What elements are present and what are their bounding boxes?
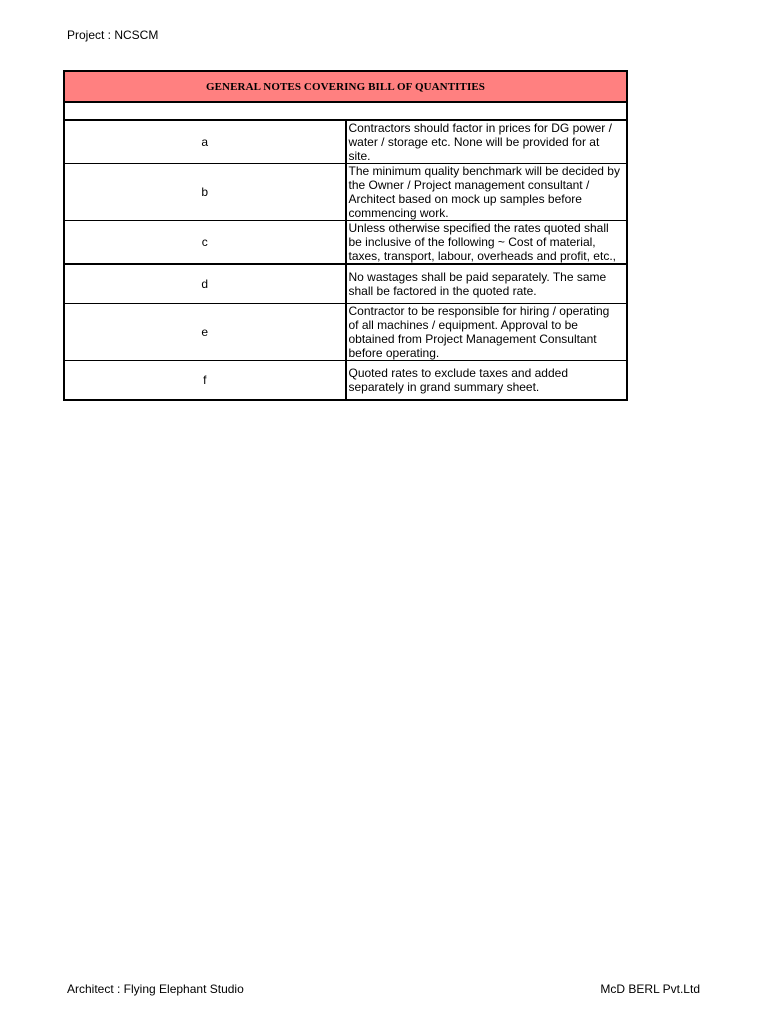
footer-company: McD BERL Pvt.Ltd bbox=[600, 982, 700, 996]
note-text: No wastages shall be paid separately. The same shall be factored in the quoted rate. bbox=[346, 264, 628, 304]
note-key: e bbox=[64, 304, 346, 361]
note-row bbox=[64, 164, 627, 221]
note-text: Contractors should factor in prices for DG power / water / storage etc. None will be provided for at site. bbox=[346, 120, 628, 164]
note-key: c bbox=[64, 221, 346, 265]
note-row bbox=[64, 304, 627, 361]
project-label: Project : NCSCM bbox=[67, 28, 159, 42]
note-text: Quoted rates to exclude taxes and added separately in grand summary sheet. bbox=[346, 361, 628, 401]
table-title: GENERAL NOTES COVERING BILL OF QUANTITIES bbox=[64, 71, 627, 102]
note-row bbox=[64, 120, 627, 164]
note-row bbox=[64, 221, 627, 265]
table-title-row bbox=[64, 71, 627, 102]
note-key: b bbox=[64, 164, 346, 221]
spacer-row bbox=[64, 102, 627, 120]
note-row bbox=[64, 264, 627, 304]
note-key: a bbox=[64, 120, 346, 164]
note-key: f bbox=[64, 361, 346, 401]
note-text: Contractor to be responsible for hiring / operating of all machines / equipment. Approval to be obtained from Project Management Consultant before operating. bbox=[346, 304, 628, 361]
note-key: d bbox=[64, 264, 346, 304]
general-notes-table bbox=[63, 70, 628, 401]
footer-architect: Architect : Flying Elephant Studio bbox=[67, 982, 244, 996]
note-row bbox=[64, 361, 627, 401]
note-text: Unless otherwise specified the rates quoted shall be inclusive of the following ~ Cost of material, taxes, transport, labour, overheads and profit, etc., bbox=[346, 221, 628, 265]
note-text: The minimum quality benchmark will be decided by the Owner / Project management consultant / Architect based on mock up samples before commencing work. bbox=[346, 164, 628, 221]
